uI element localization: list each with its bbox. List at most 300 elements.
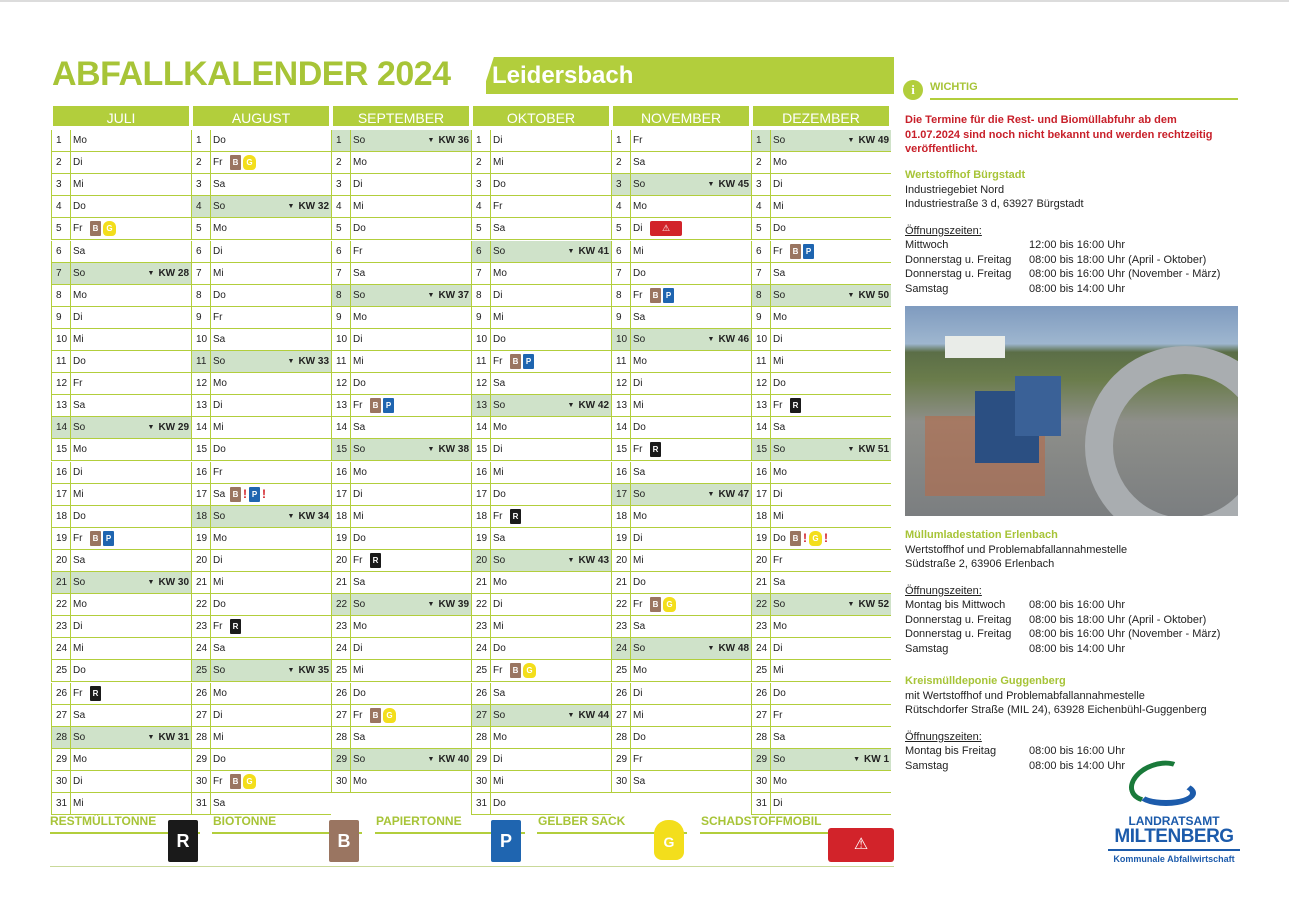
day-row xyxy=(51,285,191,307)
weekday: Di xyxy=(770,174,792,195)
weekday: Mo xyxy=(210,373,232,394)
day-number: 21 xyxy=(756,577,768,588)
hours-day: Donnerstag u. Freitag xyxy=(905,628,1012,640)
day-number: 17 xyxy=(196,488,208,500)
weekday: Do xyxy=(490,329,512,350)
calendar-week: ▼ KW 35 xyxy=(288,660,330,682)
weekday: Do xyxy=(490,638,512,659)
weekday: Mo xyxy=(630,351,652,372)
weekday: Mi xyxy=(490,307,512,328)
weekday: Mi xyxy=(490,616,512,637)
day-row xyxy=(331,638,471,660)
day-row xyxy=(51,550,191,572)
day-number: 16 xyxy=(56,466,68,478)
wichtig-label: WICHTIG xyxy=(930,81,978,93)
site-line: Wertstoffhof und Problemabfallannahmestelle xyxy=(905,543,1128,556)
day-number: 29 xyxy=(476,753,488,765)
month-header: DEZEMBER xyxy=(751,104,891,128)
day-number: 1 xyxy=(336,135,342,146)
day-row xyxy=(331,749,471,771)
weekday: Mo xyxy=(630,196,652,217)
day-row xyxy=(191,793,331,815)
weekday: Do xyxy=(70,351,92,372)
exclamation-icon: ! xyxy=(824,530,828,545)
day-number: 21 xyxy=(616,577,628,588)
gelber-sack-icon: G xyxy=(383,708,396,723)
day-row xyxy=(751,263,891,285)
day-number: 31 xyxy=(196,798,208,809)
day-number: 20 xyxy=(196,554,208,566)
day-row xyxy=(191,351,331,373)
day-row xyxy=(471,196,611,218)
hours-day: Samstag xyxy=(905,642,949,655)
day-row xyxy=(611,307,751,329)
day-number: 26 xyxy=(336,687,348,699)
day-row xyxy=(611,462,751,484)
weekday: Mi xyxy=(350,660,372,681)
weekday: Di xyxy=(210,550,232,571)
hours-title: Öffnungszeiten: xyxy=(905,224,982,237)
day-number: 11 xyxy=(616,356,627,367)
weekday: Mi xyxy=(70,174,92,195)
hours-day: Montag bis Freitag xyxy=(905,745,997,757)
weekday: So xyxy=(350,749,372,770)
day-number: 27 xyxy=(616,709,628,721)
weekday: So xyxy=(770,594,792,615)
day-number: 10 xyxy=(336,333,348,345)
weekday: Di xyxy=(490,285,512,306)
calendar-week: ▼ KW 48 xyxy=(708,638,750,660)
day-number: 29 xyxy=(56,753,68,765)
day-number: 15 xyxy=(336,444,348,456)
hours-day: Donnerstag u. Freitag xyxy=(905,253,1012,266)
day-number: 12 xyxy=(756,378,768,390)
day-number: 13 xyxy=(476,400,488,412)
day-number: 29 xyxy=(196,753,208,765)
day-number: 22 xyxy=(336,599,348,611)
day-row xyxy=(471,241,611,263)
weekday: Do xyxy=(630,572,652,593)
day-row xyxy=(611,572,751,594)
day-row xyxy=(191,638,331,660)
weekday: Fr xyxy=(630,285,652,306)
day-row xyxy=(191,263,331,285)
bio-bin-icon: B xyxy=(230,155,241,170)
town-name: Leidersbach xyxy=(492,62,634,89)
weekday: Sa xyxy=(490,218,512,239)
day-number: 3 xyxy=(196,179,202,191)
pickup-icons xyxy=(90,221,116,237)
day-number: 27 xyxy=(336,709,348,721)
day-number: 28 xyxy=(476,731,488,743)
day-number: 13 xyxy=(756,400,768,412)
day-number: 22 xyxy=(56,599,68,611)
weekday: Mo xyxy=(70,439,92,460)
day-row xyxy=(611,705,751,727)
day-row xyxy=(471,218,611,240)
weekday: Di xyxy=(490,439,512,460)
weekday: Mi xyxy=(770,660,792,681)
day-number: 28 xyxy=(336,731,348,743)
calendar-week: ▼ KW 40 xyxy=(428,749,470,771)
day-row xyxy=(331,550,471,572)
weekday: Mi xyxy=(70,329,92,350)
restmuell-bin-icon: R xyxy=(90,686,101,701)
day-number: 30 xyxy=(476,775,488,787)
weekday: Fr xyxy=(350,550,372,571)
weekday: Sa xyxy=(770,417,792,438)
day-row xyxy=(331,351,471,373)
hours-time: 08:00 bis 14:00 Uhr xyxy=(1029,759,1126,772)
weekday: Fr xyxy=(630,439,652,460)
day-row xyxy=(751,285,891,307)
day-row xyxy=(331,771,471,793)
hours-time: 08:00 bis 16:00 Uhr xyxy=(1029,745,1126,757)
weekday: Do xyxy=(210,130,232,151)
pickup-icons xyxy=(510,354,534,370)
restmuell-bin-icon: R xyxy=(370,553,381,568)
day-number: 3 xyxy=(56,179,62,191)
day-row xyxy=(751,771,891,793)
day-row xyxy=(471,329,611,351)
day-row xyxy=(471,417,611,439)
day-row xyxy=(751,351,891,373)
day-row xyxy=(51,771,191,793)
weekday: Mi xyxy=(210,727,232,748)
bio-bin-icon: B xyxy=(790,531,801,546)
weekday: Mo xyxy=(490,417,512,438)
day-number: 12 xyxy=(196,378,208,390)
day-row xyxy=(471,727,611,749)
day-number: 12 xyxy=(56,378,68,390)
weekday: Mo xyxy=(70,285,92,306)
day-number: 22 xyxy=(756,599,768,611)
site-guggenberg xyxy=(905,674,1238,773)
weekday: Di xyxy=(630,528,652,549)
day-number: 16 xyxy=(616,466,628,478)
weekday: Fr xyxy=(70,218,92,239)
day-row xyxy=(331,174,471,196)
day-number: 24 xyxy=(476,643,488,655)
calendar-week: ▼ KW 41 xyxy=(568,241,610,263)
hours-time: 08:00 bis 18:00 Uhr (April - Oktober) xyxy=(1029,253,1207,266)
bio-bin-icon: B xyxy=(230,487,241,502)
day-number: 11 xyxy=(56,356,67,367)
calendar-week: ▼ KW 49 xyxy=(848,130,890,152)
day-number: 18 xyxy=(476,510,488,522)
day-number: 27 xyxy=(756,709,768,721)
day-row xyxy=(751,594,891,616)
day-row xyxy=(751,130,891,152)
day-row xyxy=(611,594,751,616)
day-number: 9 xyxy=(56,311,62,323)
day-row xyxy=(751,506,891,528)
day-number: 31 xyxy=(476,798,488,809)
calendar-week: ▼ KW 28 xyxy=(148,263,190,285)
schadstoffmobil-truck-icon: ⚠ xyxy=(650,221,682,236)
day-number: 2 xyxy=(196,157,202,169)
day-row xyxy=(611,417,751,439)
day-number: 11 xyxy=(336,356,347,367)
weekday: So xyxy=(490,241,512,262)
weekday: Mi xyxy=(770,506,792,527)
calendar-week: ▼ KW 29 xyxy=(148,417,190,439)
day-row xyxy=(191,417,331,439)
day-number: 2 xyxy=(616,157,622,169)
weekday: Mi xyxy=(70,638,92,659)
gelber-sack-icon: G xyxy=(243,155,256,170)
weekday: Mi xyxy=(70,484,92,505)
day-number: 26 xyxy=(616,687,628,699)
restmuell-bin-icon: R xyxy=(230,619,241,634)
day-row xyxy=(611,727,751,749)
weekday: So xyxy=(490,395,512,416)
day-number: 24 xyxy=(336,643,348,655)
restmuell-bin-icon: R xyxy=(650,442,661,457)
logo-swoosh-blue xyxy=(1136,780,1196,806)
page-title: ABFALLKALENDER 2024 xyxy=(52,55,451,93)
day-row xyxy=(191,683,331,705)
exclamation-icon: ! xyxy=(243,486,247,501)
month-header: OKTOBER xyxy=(471,104,611,128)
day-number: 12 xyxy=(476,378,488,390)
weekday: Mi xyxy=(350,196,372,217)
weekday: Do xyxy=(70,660,92,681)
weekday: Do xyxy=(210,439,232,460)
weekday: So xyxy=(70,572,92,593)
day-row xyxy=(331,417,471,439)
weekday: Sa xyxy=(630,462,652,483)
day-row xyxy=(191,130,331,152)
hours-time: 12:00 bis 16:00 Uhr xyxy=(1029,239,1126,251)
day-number: 25 xyxy=(476,665,488,677)
day-row xyxy=(471,130,611,152)
weekday: Di xyxy=(350,329,372,350)
day-number: 4 xyxy=(336,201,342,213)
calendar-week: ▼ KW 50 xyxy=(848,285,890,307)
calendar-week: ▼ KW 44 xyxy=(568,705,610,727)
weekday: So xyxy=(630,174,652,195)
day-number: 14 xyxy=(336,422,348,434)
day-number: 15 xyxy=(56,444,68,456)
day-number: 9 xyxy=(476,311,482,323)
weekday: Sa xyxy=(350,727,372,748)
day-number: 18 xyxy=(196,510,208,522)
weekday: Sa xyxy=(630,152,652,173)
day-row xyxy=(471,395,611,417)
day-number: 13 xyxy=(56,400,68,412)
day-number: 11 xyxy=(756,356,767,367)
calendar-week: ▼ KW 31 xyxy=(148,727,190,749)
weekday: So xyxy=(70,263,92,284)
weekday: So xyxy=(350,439,372,460)
day-number: 20 xyxy=(476,554,488,566)
day-row xyxy=(611,263,751,285)
weekday: Di xyxy=(210,395,232,416)
restmuell-bin-icon: R xyxy=(790,398,801,413)
day-row xyxy=(611,196,751,218)
day-row xyxy=(51,439,191,461)
day-row xyxy=(471,683,611,705)
day-number: 29 xyxy=(616,753,628,765)
weekday: Sa xyxy=(350,572,372,593)
weekday: Do xyxy=(490,793,512,814)
day-number: 13 xyxy=(196,400,208,412)
weekday: Mo xyxy=(70,130,92,151)
weekday: Sa xyxy=(70,395,92,416)
day-row xyxy=(51,638,191,660)
info-icon: i xyxy=(903,80,923,100)
day-number: 8 xyxy=(756,289,762,301)
day-number: 22 xyxy=(616,599,628,611)
calendar-week: ▼ KW 32 xyxy=(288,196,330,218)
day-row xyxy=(611,241,751,263)
weekday: Do xyxy=(630,263,652,284)
day-number: 10 xyxy=(756,333,768,345)
day-row xyxy=(751,550,891,572)
weekday: Mo xyxy=(350,771,372,792)
day-number: 14 xyxy=(756,422,768,434)
day-number: 6 xyxy=(756,245,762,257)
weekday: Mi xyxy=(350,351,372,372)
day-row xyxy=(611,218,751,240)
restmuell-bin-icon: R xyxy=(510,509,521,524)
bio-bin-icon: B xyxy=(90,221,101,236)
weekday: Mi xyxy=(630,705,652,726)
day-number: 20 xyxy=(56,554,68,566)
weekday: So xyxy=(210,196,232,217)
day-row xyxy=(471,572,611,594)
day-number: 6 xyxy=(616,245,622,257)
day-row xyxy=(611,351,751,373)
papier-bin-icon: P xyxy=(103,531,114,546)
weekday: Di xyxy=(70,462,92,483)
weekday: Mo xyxy=(770,462,792,483)
day-row xyxy=(611,550,751,572)
weekday: Di xyxy=(770,793,792,814)
day-row xyxy=(471,462,611,484)
day-row xyxy=(611,506,751,528)
pickup-icons xyxy=(650,597,676,613)
day-row xyxy=(51,727,191,749)
day-number: 5 xyxy=(476,223,482,235)
weekday: Di xyxy=(210,705,232,726)
day-row xyxy=(191,616,331,638)
weekday: So xyxy=(210,351,232,372)
day-number: 28 xyxy=(196,731,208,743)
day-number: 17 xyxy=(56,488,68,500)
day-row xyxy=(611,683,751,705)
day-number: 3 xyxy=(756,179,762,191)
day-row xyxy=(611,329,751,351)
weekday: So xyxy=(770,130,792,151)
day-row xyxy=(331,705,471,727)
day-row xyxy=(191,528,331,550)
bio-bin-icon: B xyxy=(90,531,101,546)
day-number: 4 xyxy=(56,201,62,213)
weekday: Mo xyxy=(770,307,792,328)
day-number: 7 xyxy=(196,267,202,279)
bio-bin-icon: B xyxy=(230,774,241,789)
pickup-icons xyxy=(230,155,256,171)
weekday: Mo xyxy=(630,660,652,681)
day-number: 24 xyxy=(56,643,68,655)
pickup-icons xyxy=(650,288,674,304)
day-row xyxy=(611,638,751,660)
legend-rest-label: RESTMÜLLTONNE xyxy=(50,814,157,828)
weekday: Mo xyxy=(350,462,372,483)
day-number: 23 xyxy=(196,621,208,633)
day-row xyxy=(51,506,191,528)
month-header: AUGUST xyxy=(191,104,331,128)
day-row xyxy=(471,484,611,506)
legend-bio-label: BIOTONNE xyxy=(213,814,277,828)
day-number: 23 xyxy=(476,621,488,633)
hours-day: Samstag xyxy=(905,282,949,295)
weekday: So xyxy=(630,329,652,350)
weekday: Fr xyxy=(350,241,372,262)
day-number: 23 xyxy=(616,621,628,633)
weekday: So xyxy=(490,705,512,726)
day-row xyxy=(611,660,751,682)
day-row xyxy=(191,594,331,616)
pickup-icons xyxy=(370,553,381,569)
day-row xyxy=(331,263,471,285)
weekday: Mi xyxy=(490,152,512,173)
day-number: 17 xyxy=(756,488,768,500)
day-row xyxy=(191,395,331,417)
day-row xyxy=(191,439,331,461)
hours-day: Donnerstag u. Freitag xyxy=(905,268,1012,280)
weekday: Sa xyxy=(350,263,372,284)
weekday: Di xyxy=(490,749,512,770)
day-row xyxy=(751,196,891,218)
day-row xyxy=(751,373,891,395)
day-number: 8 xyxy=(56,289,62,301)
pickup-icons xyxy=(230,619,241,635)
day-row xyxy=(471,263,611,285)
calendar-week: ▼ KW 30 xyxy=(148,572,190,594)
hours-time: 08:00 bis 16:00 Uhr xyxy=(1029,599,1126,611)
day-number: 8 xyxy=(196,289,202,301)
day-row xyxy=(51,263,191,285)
weekday: Do xyxy=(210,594,232,615)
day-number: 26 xyxy=(196,687,208,699)
day-number: 30 xyxy=(56,775,68,787)
bio-bin-icon: B xyxy=(790,244,801,259)
weekday: Di xyxy=(350,638,372,659)
day-row xyxy=(751,417,891,439)
weekday: Mo xyxy=(350,152,372,173)
site-name: Wertstoffhof Bürgstadt xyxy=(905,169,1026,181)
weekday: Fr xyxy=(630,749,652,770)
day-number: 26 xyxy=(56,687,68,699)
weekday: Mi xyxy=(630,550,652,571)
weekday: Mi xyxy=(210,417,232,438)
day-row xyxy=(51,241,191,263)
day-row xyxy=(611,130,751,152)
day-number: 5 xyxy=(56,223,62,235)
weekday: Mo xyxy=(770,616,792,637)
day-number: 20 xyxy=(756,554,768,566)
weekday: Fr xyxy=(770,395,792,416)
day-number: 30 xyxy=(336,775,348,787)
day-row xyxy=(751,660,891,682)
pickup-icons xyxy=(370,708,396,724)
weekday: Do xyxy=(350,683,372,704)
day-number: 9 xyxy=(616,311,622,323)
bio-bin-icon: B xyxy=(650,597,661,612)
